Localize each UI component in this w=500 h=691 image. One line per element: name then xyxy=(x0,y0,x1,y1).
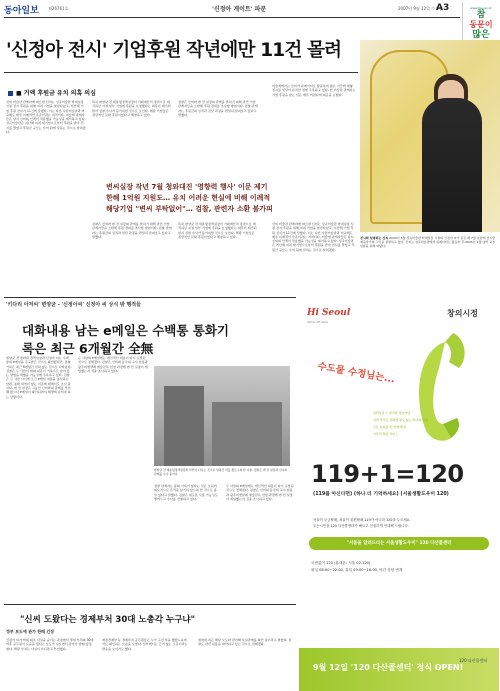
story3-headline: "신씨 도왔다는 경제부처 30대 노총각 누구냐" xyxy=(20,615,196,625)
corner-ad-word2: 동문이 xyxy=(469,20,493,29)
story2-column-4: 두 사람의 e메일에는 개인적인 내용이 다수 포함된 것으로 전해졌다. 검찰은 신씨의 동국대 교수 임용과 광주비엔날레 예술감독 선임 과정에 변 전 실장이 개입했는지 집중 조사하고 있다. xyxy=(226,484,294,501)
main-photo-caption xyxy=(360,236,498,248)
publish-date: 2007년 9월 12일 수요일 xyxy=(398,6,443,11)
story2-column-2: 두 사람의 e메일에는 개인적인 내용이 다수 포함된 것으로 전해졌다. 검찰은 신씨의 동국대 교수 임용과 광주비엔날레 예술감독 선임 과정에 변 전 실장이 개입했는지 집중 조사하고 있다. xyxy=(78,356,148,373)
article-column-2b: 검찰은 신씨와 변 전 실장의 관계를 밝히기 위해 관련 기업 관계자들을 소환해 후원 경위를 조사할 방침이다. 검찰 관계자는 후원금의 성격과 전달 과정을 면밀히 살펴보고 있다고 말했다. xyxy=(92,222,172,239)
sub-headline-left-text: ■ 거액 후원금 유치 의혹 의심 xyxy=(16,90,96,97)
sub-headline-left xyxy=(8,88,96,97)
story3-column-2: 재정경제부 등 경제부처 공무원들은 누가 그런 일을 했겠느냐며 서로 확인하는 모습을 보였다. 일부에서는 근거 없는 소문이라는 반응을 보이기도 했다. xyxy=(102,638,188,651)
headline-rule xyxy=(4,72,358,73)
ad-footer-text: 9월 12일 '120 다산콜센터' 정식 OPEN! xyxy=(313,663,464,672)
story2-column-1: 변양균 전 청와대 정책실장과 신정아 씨는 수백 통의 e메일을 주고받은 것으로 확인됐지만, 통화기록은 최근 6개월간 전혀 없는 것으로 나타났다. 검찰은 두 사람이 대화 내용이 기록으로 남지 않는 방법을 택했을 가능성에 주목하고 있다. 검찰은 두 사람 사이에 오간 e메일 내용을 분석하는 한편, 통화 내역이 없는 이유에 대해서도 조사 중이다. 변 전 실장은 그동안 신씨와의 관계를 부인해 왔으나 e메일이 확인되면서 해명에 나서야 하는 상황이다. xyxy=(6,356,72,399)
ad-bubble-2: 여러 부서로 전화할 필요 없는 하나의 번호 xyxy=(373,418,428,422)
ad-brand-subtitle: SOUL OF ASIA xyxy=(307,320,329,324)
article-column-3: 검찰은 신씨와 변 전 실장의 관계를 밝히기 위해 관련 기업 관계자들을 소환해 후원 경위를 조사할 방침이다. 검찰 관계자는 후원금의 성격과 전달 과정을 면밀히 살펴보고 있다고 말했다. xyxy=(178,100,258,117)
article-column-4b: 신씨 미술관 관계자에 따르면 신씨는 성곡미술관 학예실장 시절 전시 후원을 위해 여러 기업을 찾아다녔고, 지난해 기업 후원 전시가 11건에 달했다. 이는 다른 사립미술관과 비교해도 매우 이례적인 수준이라는 지적이다. 미술계 관계자들은 당시 신씨의 인맥이 작용했을 가능성을 제기하고 있다. 성곡미술관은 지난해 여러 대기업으로부터 후원을 받아 전시를 열었고 후원금 규모는 수억 원에 달하는 것으로 알려졌다. xyxy=(272,222,355,252)
article-column-1: 신씨 미술관 관계자에 따르면 신씨는 성곡미술관 학예실장 시절 전시 후원을 위해 여러 기업을 찾아다녔고, 지난해 기업 후원 전시가 11건에 달했다. 이는 다른 사립미술관과 비교해도 매우 이례적인 수준이라는 지적이다. 미술계 관계자들은 당시 신씨의 인맥이 작용했을 가능성을 제기하고 있다. 성곡미술관은 지난해 여러 대기업으로부터 후원을 받아 전시를 열었고 후원금 규모는 수억 원에 달하는 것으로 알려졌다. xyxy=(6,100,86,135)
ad-green-band: "서울을 알려드리는 서울생활도우미" 120 다산콜센터 xyxy=(309,537,489,550)
ad-bubble-4: 사투리 상담 서비스 xyxy=(373,432,399,436)
pull-quote-line-3: 해당기업 "변씨 부탁없어"… 검찰, 관련자 소환 불가피 xyxy=(106,205,273,213)
photo2-building xyxy=(164,386,204,466)
story2-photo-caption: 변양균 전 대통령정책실장의 부인이 다니는 것으로 알려진 서울 종로구의 한 사찰. 검찰은 변 전 실장과 신씨의 관계를 수사 중이다. xyxy=(154,468,288,476)
section-divider xyxy=(4,297,296,298)
ad-bubbles xyxy=(373,410,428,438)
advertisement-120-callcenter[interactable] xyxy=(299,300,499,691)
ad-bubble-3: 모든 문의를 한 번에 해결 xyxy=(373,425,406,429)
corner-ad-word1: 참 xyxy=(476,10,486,20)
ad-slogan: 수도물 수정님는... xyxy=(316,360,396,386)
ad-phone-number: 119+1=120 xyxy=(311,460,464,488)
ad-description-2: 모든시민을 120 다산콜센터가 빠르고 친절하게 안내해 드립니다. xyxy=(313,524,409,528)
ad-hours-line-1: 국번없이 120 (휴대폰: 서울 02-120) xyxy=(311,561,371,565)
article-column-2: 특히 변양균 전 대통령정책실장이 기획예산처 장관으로 재직하던 시절 일부 기업에 후원을 요청했다는 의혹이 제기되면서 검찰 수사가 불가피할 것으로 보인다. 해당 기업들은 정상적인 문화 후원이었다고 해명하고 있다. xyxy=(92,100,171,117)
main-photo xyxy=(360,40,500,232)
ad-brand-logo: Hi Seoul xyxy=(307,308,351,318)
page-number: A3 xyxy=(436,3,450,13)
story2-column-3: 검찰 관계자는 통화 기록이 없다는 것은 오히려 의도적으로 흔적을 남기지 않으려 한 것으로 볼 수 있다고 말했다. 검찰은 대포폰 사용 가능성도 열어두고 수사를 진행하고 있다. xyxy=(154,484,218,501)
story2-kicker: '키다리 아저씨' 변양균 - '신정아씨' 신정아 씨 상식 밖 행적들 xyxy=(6,302,141,308)
pull-quote xyxy=(106,182,356,215)
article-column-3b: 특히 변양균 전 대통령정책실장이 기획예산처 장관으로 재직하던 시절 일부 기업에 후원을 요청했다는 의혹이 제기되면서 검찰 수사가 불가피할 것으로 보인다. 해당 기업들은 정상적인 문화 후원이었다고 해명하고 있다. xyxy=(178,222,257,239)
story3-column-3: 청와대 측은 해당 보도와 관련해 사실관계를 확인 중이라고 밝혔다. 검찰도 관련 내용을 파악하고 있는 것으로 전해졌다. xyxy=(198,638,292,647)
pull-quote-line-2: 한해 1억원 지원도… 유치 어려운 현실에 비해 이례적 xyxy=(106,194,271,202)
photo-caption-text: 2004년 5월 성곡미술관 학예실장 시절의 신정아 씨가 같은 해 7월 호암에 전시한 재중작가의 그림을 설명하고 있다. 신씨는 성곡미술관에서 큐레이터로 활동한 후 2005년 2월 대학 교수 임용을 위해 떠났다. xyxy=(360,236,496,249)
story2-photo xyxy=(154,366,290,466)
section-divider-2 xyxy=(4,604,296,605)
masthead-rule xyxy=(4,17,460,18)
square-bullet-icon xyxy=(8,91,13,96)
pull-quote-line-1: 변씨실장 작년 7월 청와대진 '영향력 행사' 이문 제기 xyxy=(106,183,268,191)
section-title: '신정아 게이트' 파문 xyxy=(212,6,267,13)
ad-footer-logo: 120 다산콜센터 xyxy=(459,658,488,663)
story3-column-1: 신정아 씨가 학위 위조 사실을 숨기는 과정에서 경제 부처의 30대 미혼 공무원이 도움을 줬다는 보도가 나오면서 관가가 한때 술렁였다. 해당 부처는 사실이 아니라고 부인했다. xyxy=(6,638,94,651)
photo2-building-2 xyxy=(212,402,282,466)
ad-description-1: 서울이 궁금할때, 서울이 불편할때 119가 아니라 120을 누르세요. xyxy=(313,518,411,522)
article-column-4: 미술계에서는 신씨가 큐레이터로 활동하며 짧은 기간에 대형 전시를 잇달아 유치한 점에 주목하고 있다. 한 미술관 관계자는 기업 후원을 받는 일은 매우 어렵다며 의문을 표했다. xyxy=(272,84,356,97)
corner-ad-url: www.hsu.ac.kr xyxy=(470,6,492,10)
ad-bubble-1: 일반상담 = 편리한 일반상담 xyxy=(373,411,411,415)
story2-headline: 대화내용 남는 e메일은 수백통 통화기록은 최근 6개월간 全無 xyxy=(22,323,230,356)
photo-caption-title: 전시회 설명하는 신씨 xyxy=(360,236,389,240)
corner-ad-word3: 많은 xyxy=(472,30,490,40)
main-headline: '신정아 전시' 기업후원 작년에만 11건 몰려 xyxy=(6,40,342,61)
ad-number-subtitle: (119를 아신다면) (하나 더 기억하세요) (서울생활도우미 120) xyxy=(313,492,449,497)
ad-title: 창의시정 xyxy=(447,309,478,318)
ad-hours-line-2: 평일 08:00~22:00, 휴일 09:00~18:00, 야간 상담 연계 xyxy=(311,568,403,572)
issue-number: 제26761호 xyxy=(48,6,69,11)
ad-footer xyxy=(299,648,499,691)
story3-subheadline: 정부 보도에 관가 한때 긴장 xyxy=(6,629,55,634)
photo-person-body xyxy=(422,98,482,232)
newspaper-logo: 동아일보 xyxy=(4,6,39,16)
ad-hours xyxy=(311,560,402,574)
